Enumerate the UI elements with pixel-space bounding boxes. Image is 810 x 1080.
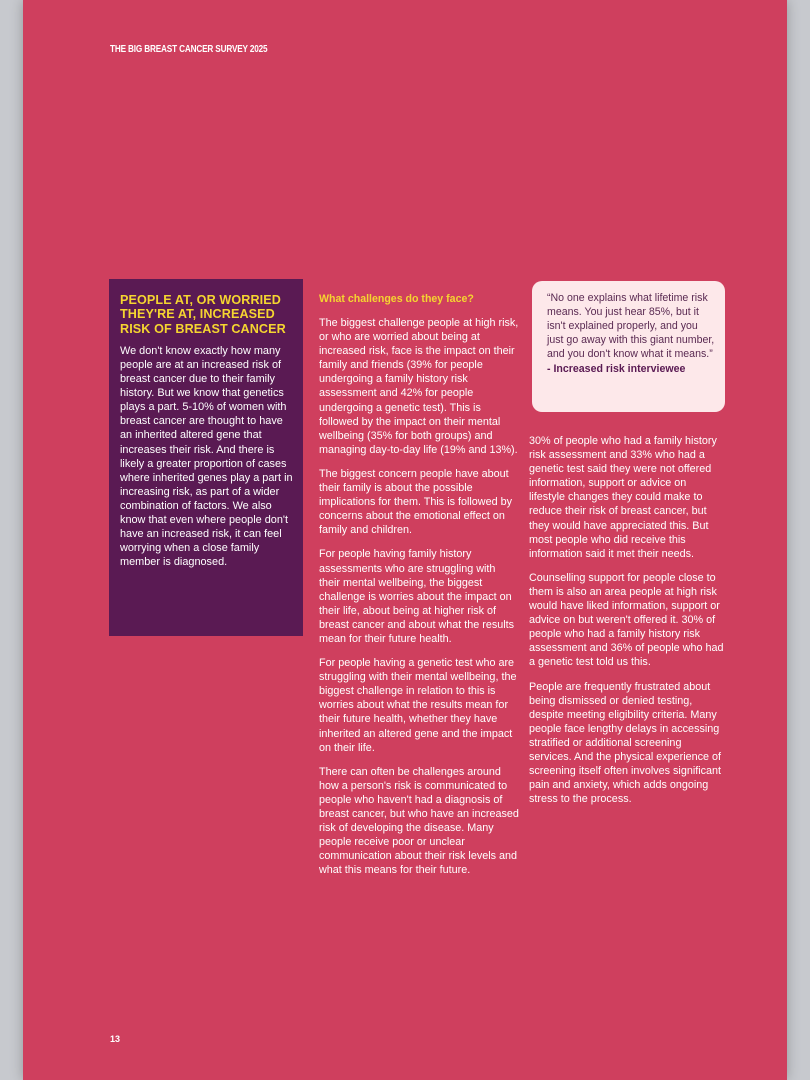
quote-text: “No one explains what lifetime risk means. You just hear 85%, but it isn't explained properly, and you just go away with this giant number, and you don't know what it means.” — [547, 292, 715, 361]
paragraph: Counselling support for people close to them is also an area people at high risk would have liked information, support or advice on but weren't offered it. 30% of people who had a family history risk assessment and 36% of people who had a genetic test told us this. — [529, 571, 724, 669]
quote-attribution: - Increased risk interviewee — [547, 363, 686, 376]
paragraph: The biggest concern people have about their family is about the possible implications for them. This is followed by concerns about the emotional effect on family and children. — [319, 467, 513, 537]
pull-quote — [532, 281, 725, 412]
paragraph: 30% of people who had a family history risk assessment and 33% who had a genetic test said they were not offered information, support or advice on lifestyle changes they could make to reduce their risk of breast cancer, but they would have appreciated this. But most people who did receive this information said it met their needs. — [529, 435, 717, 560]
paragraph: The biggest challenge people at high risk, or who are worried about being at increased risk, face is the impact on their family and friends (39% for people undergoing a family history risk assessment and 42% for people undergoing a genetic test). This is followed by the impact on their mental wellbeing (35% for both groups) and managing day-to-day life (19% and 13%). — [319, 317, 519, 456]
right-column — [529, 434, 725, 816]
section-heading: What challenges do they face? — [319, 293, 474, 305]
sidebar-box — [109, 279, 303, 636]
running-header: THE BIG BREAST CANCER SURVEY 2025 — [110, 44, 268, 55]
sidebar-body: We don't know exactly how many people are at an increased risk of breast cancer due to their family history. But we know that genetics plays a part. 5-10% of women with breast cancer are thought to have an inherited altered gene that increases their risk. And there is likely a greater proportion of cases where inherited genes play a part in increasing risk, as part of a wider combination of factors. We also know that even where people don't have an increased risk, it can feel worrying when a close family member is diagnosed. — [120, 344, 293, 569]
paragraph: People are frequently frustrated about being dismissed or denied testing, despite meeting eligibility criteria. Many people face lengthy delays in accessing stratified or additional screening services. And the physical experience of screening itself often involves significant pain and anxiety, which adds ongoing stress to the process. — [529, 680, 722, 806]
page-number: 13 — [110, 1034, 121, 1044]
paragraph: For people having a genetic test who are struggling with their mental wellbeing, the biggest challenge in relation to this is worries about what the results mean for their future health, whether they have inherited an altered gene and the impact on their life. — [319, 657, 517, 754]
sidebar-heading: PEOPLE AT, OR WORRIED THEY'RE AT, INCREASED RISK OF BREAST CANCER — [120, 293, 286, 336]
document-page — [23, 0, 787, 1080]
paragraph: For people having family history assessments who are struggling with their mental wellbeing, the biggest challenge is worries about the impact on their life, about being at higher risk of breast cancer and about what the results mean for their future health. — [319, 548, 515, 645]
paragraph: There can often be challenges around how a person's risk is communicated to people who haven't had a diagnosis of breast cancer, but who have an increased risk of developing the disease. Many people receive poor or unclear communication about their risk levels and what this means for their future. — [319, 765, 519, 877]
main-column — [319, 292, 519, 887]
